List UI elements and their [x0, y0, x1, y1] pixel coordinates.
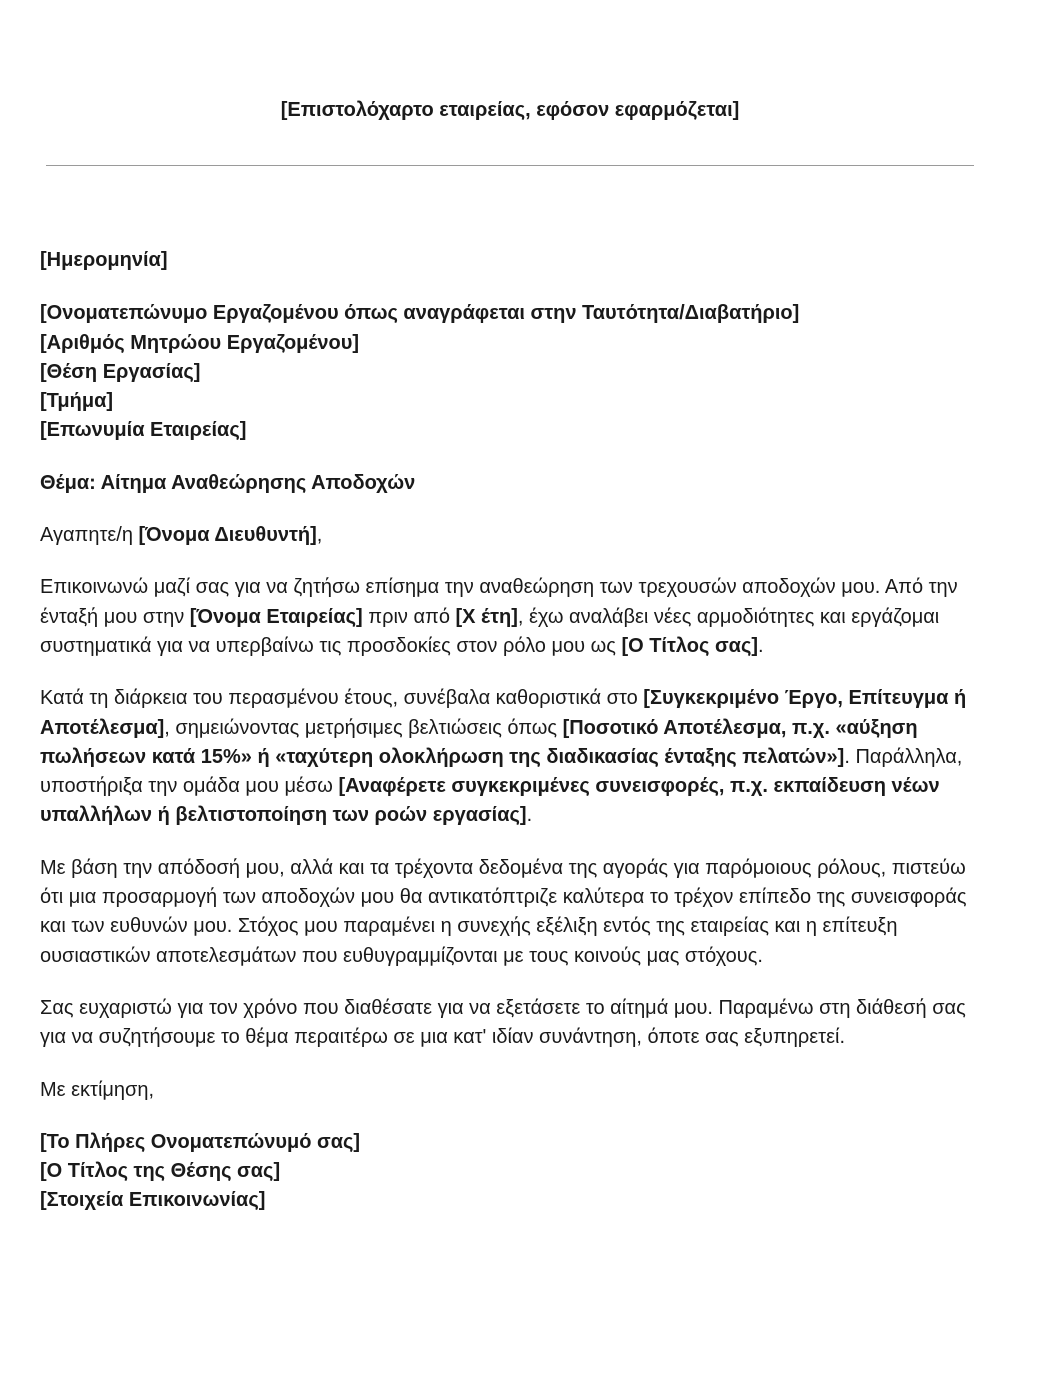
paragraph-1: [40, 573, 975, 661]
signature-block: [40, 1128, 975, 1216]
paragraph-1-text-2: πριν από: [362, 605, 456, 628]
letterhead-divider: [46, 165, 974, 166]
recipient-position: [Θέση Εργασίας]: [40, 360, 201, 383]
paragraph-2-bold-1: [Συγκεκριμένο Έργο, Επίτευγμα ή Αποτέλεσμα]: [40, 687, 967, 739]
paragraph-1-text-3: , έχω αναλάβει νέες αρμοδιότητες και εργάζομαι συστηματικά για να υπερβαίνω τις προσδοκίες στον ρόλο μου ως: [40, 605, 940, 657]
closing: Με εκτίμηση,: [40, 1078, 155, 1101]
salutation-suffix: ,: [316, 524, 323, 547]
paragraph-1-text-4: .: [758, 634, 764, 657]
paragraph-1-text-1: Επικοινωνώ μαζί σας για να ζητήσω επίσημα την αναθεώρηση των τρεχουσών αποδοχών μου. Από την ένταξή μου στην: [40, 576, 958, 628]
signature-full-name: [Το Πλήρες Ονοματεπώνυμό σας]: [40, 1130, 361, 1153]
paragraph-3: Με βάση την απόδοσή μου, αλλά και τα τρέχοντα δεδομένα της αγοράς για παρόμοιους ρόλους, πιστεύω ότι μια προσαρμογή των αποδοχών μου θα αντικατόπτριζε καλύτερα το τρέχον επίπεδο της συνεισφοράς και των ευθυνών μου. Στόχος μου παραμένει η συνεχής εξέλιξη εντός της εταιρείας και η επίτευξη ουσιαστικών αποτελεσμάτων που ευθυγραμμίζονται με τους κοινούς μας στόχους.: [40, 856, 967, 967]
paragraph-2-text-2: , σημειώνοντας μετρήσιμες βελτιώσεις όπως: [164, 716, 563, 739]
date-block: [40, 246, 975, 275]
paragraph-2-text-1: Κατά τη διάρκεια του περασμένου έτους, συνέβαλα καθοριστικά στο: [40, 687, 644, 710]
paragraph-4: Σας ευχαριστώ για τον χρόνο που διαθέσατε για να εξετάσετε το αίτημά μου. Παραμένω στη διάθεσή σας για να συζητήσουμε το θέμα περαιτέρω σε μια κατ' ιδίαν συνάντηση, όποτε σας εξυπηρετεί.: [40, 996, 966, 1049]
recipient-company: [Επωνυμία Εταιρείας]: [40, 419, 247, 442]
recipient-name: [Ονοματεπώνυμο Εργαζομένου όπως αναγράφεται στην Ταυτότητα/Διαβατήριο]: [40, 302, 800, 325]
paragraph-1-bold-2: [Χ έτη]: [455, 605, 518, 628]
signature-contact: [Στοιχεία Επικοινωνίας]: [40, 1189, 266, 1212]
letterhead-placeholder: [Επιστολόχαρτο εταιρείας, εφόσον εφαρμόζεται]: [280, 99, 740, 121]
salutation-prefix: Αγαπητε/η: [40, 524, 139, 547]
subject-line: Θέμα: Αίτημα Αναθεώρησης Αποδοχών: [40, 471, 416, 494]
paragraph-2: [40, 684, 975, 830]
letter-body: [40, 246, 975, 1239]
paragraph-2-text-4: .: [526, 804, 533, 827]
salutation-name: [Όνομα Διευθυντή]: [138, 524, 317, 547]
recipient-department: [Τμήμα]: [40, 390, 114, 413]
paragraph-1-bold-1: [Όνομα Εταιρείας]: [189, 605, 363, 628]
paragraph-1-bold-3: [Ο Τίτλος σας]: [621, 634, 758, 657]
subject-block: [40, 469, 975, 498]
recipient-registry-number: [Αριθμός Μητρώου Εργαζομένου]: [40, 331, 360, 354]
signature-title: [Ο Τίτλος της Θέσης σας]: [40, 1160, 281, 1183]
paragraph-2-text-3: . Παράλληλα, υποστήριξα την ομάδα μου μέσω: [40, 745, 963, 798]
date-placeholder: [Ημερομηνία]: [40, 249, 168, 271]
paragraph-2-bold-3: [Αναφέρετε συγκεκριμένες συνεισφορές, π.χ. εκπαίδευση νέων υπαλλήλων ή βελτιστοποίηση των ροών εργασίας]: [40, 775, 940, 827]
paragraph-2-bold-2: [Ποσοτικό Αποτέλεσμα, π.χ. «αύξηση πωλήσεων κατά 15%» ή «ταχύτερη ολοκλήρωση της διαδικασίας ένταξης πελατών»]: [40, 716, 918, 768]
recipient-block: [40, 299, 975, 445]
salutation: [40, 521, 975, 550]
